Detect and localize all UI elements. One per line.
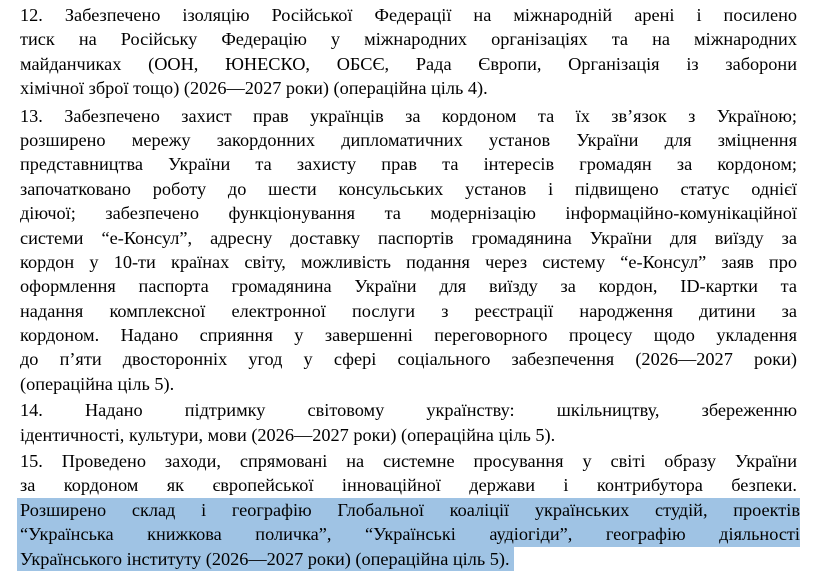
highlighted-text-line[interactable]: “Українська книжкова поличка”, “Українські аудіогіди”, географію діяльності [17, 522, 800, 546]
text-line: 12. Забезпечено ізоляцію Російської Федерації на міжнародній арені і посилено [20, 5, 797, 25]
text-line: майданчиках (ООН, ЮНЕСКО, ОБСЄ, Рада Європи, Організація із заборони [20, 53, 797, 74]
highlighted-text-selection[interactable]: Українського інституту (2026—2027 роки) (операційна ціль 5). [17, 547, 514, 571]
text-line: хімічної зброї тощо) (2026—2027 роки) (операційна ціль 4). [20, 78, 488, 99]
text-line: оформлення паспорта громадянина України для виїзду за кордон, ID-картки та [20, 276, 797, 297]
text-line: (операційна ціль 5). [20, 373, 175, 394]
text-line: започатковано роботу до шести консульських установ і підвищено статус однієї [20, 178, 797, 199]
text-line: ідентичності, культури, мови (2026—2027 роки) (операційна ціль 5). [20, 424, 556, 445]
text-line: тиск на Російську Федерацію у міжнародних організаціях та на міжнародних [20, 29, 797, 50]
text-line: надання комплексної електронної послуги з реєстрації народження дитини за [20, 300, 797, 321]
text-line: кордон у 10-ти країнах світу, можливість подання через систему “е-Консул” заяв про [20, 251, 797, 272]
text-line: за кордоном як європейської інноваційної держави і контрибутора безпеки. [20, 475, 797, 496]
paragraph-item-14 [20, 398, 797, 447]
text-line: діючої; забезпечено функціонування та модернізацію інформаційно-комунікаційної [20, 203, 797, 224]
text-line: системи “е-Консул”, адресну доставку паспортів громадянина України для виїзду за [20, 227, 797, 248]
text-line: розширено мережу закордонних дипломатичних установ України для зміцнення [20, 129, 797, 150]
text-line: представництва України та захисту прав та інтересів громадян за кордоном; [20, 154, 797, 175]
text-line: до п’яти двосторонніх угод у сфері соціального забезпечення (2026—2027 роки) [20, 349, 797, 370]
paragraph-item-12 [20, 3, 797, 101]
paragraph-item-13 [20, 104, 797, 397]
text-line: 15. Проведено заходи, спрямовані на системне просування у світі образу України [20, 451, 797, 472]
paragraph-item-15 [20, 449, 800, 571]
text-line: кордоном. Надано сприяння у завершенні переговорного процесу щодо укладення [20, 325, 797, 346]
highlighted-text-line[interactable]: Розширено склад і географію Глобальної коаліції українських студій, проектів [17, 498, 800, 522]
document-page [20, 3, 800, 569]
highlighted-line-wrapper [20, 547, 797, 571]
text-line: 14. Надано підтримку світовому українству: шкільництву, збереженню [20, 400, 797, 421]
text-line: 13. Забезпечено захист прав українців за кордоном та їх зв’язок з Україною; [20, 105, 797, 126]
